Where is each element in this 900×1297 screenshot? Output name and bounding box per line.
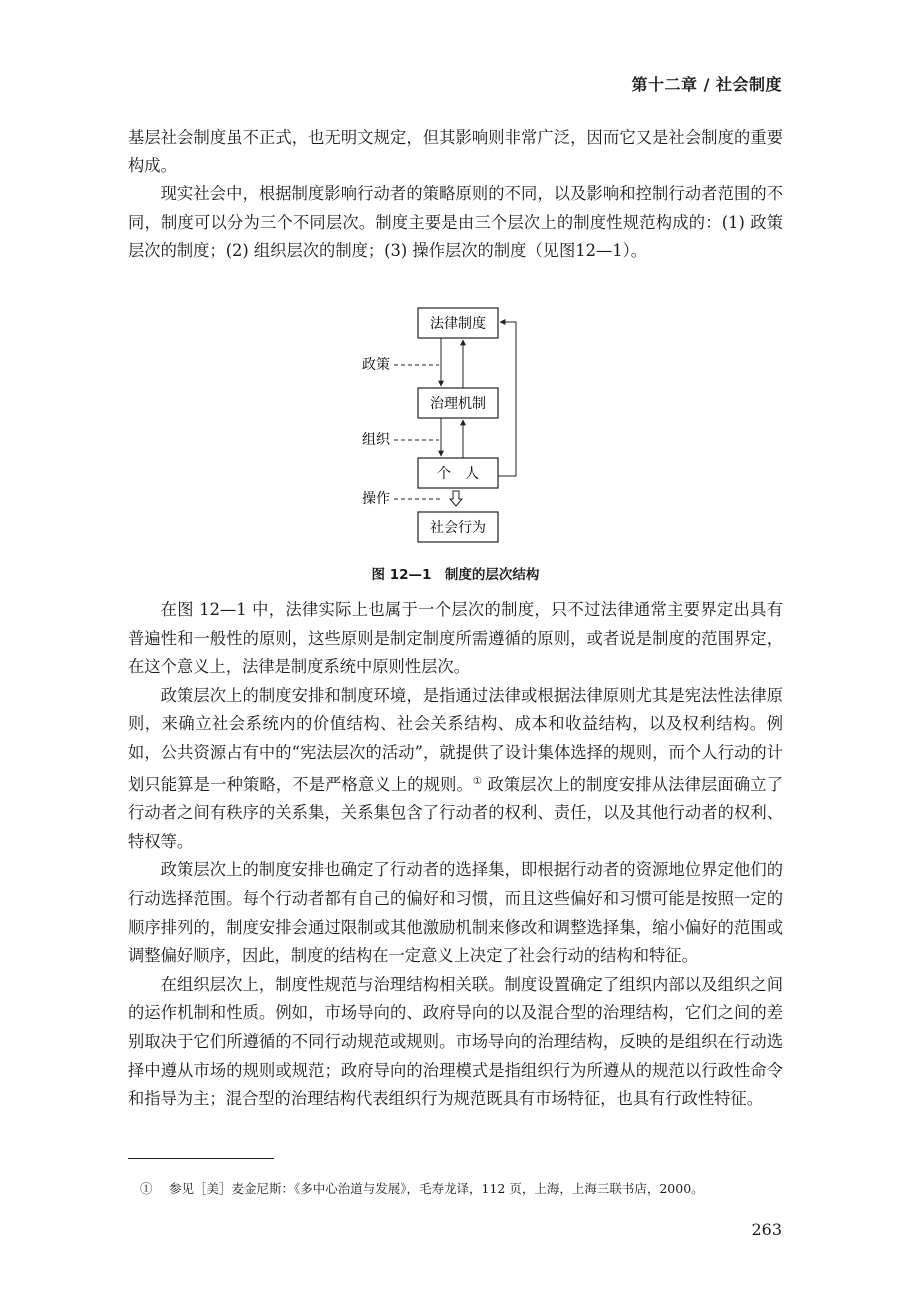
footnote-marker[interactable]: ① (472, 775, 483, 787)
figure-institution-hierarchy (300, 300, 600, 550)
box-action-label: 社会行为 (430, 520, 486, 536)
hierarchy-diagram (300, 300, 600, 550)
footnote (140, 1180, 780, 1198)
footnote-divider (128, 1158, 274, 1159)
paragraph-text: 政策层次上的制度安排从法律层面确立了行动者之间有秩序的关系集，关系集包含了行动者的权利、责任，以及其他行动者的权利、特权等。 (128, 774, 783, 851)
footnote-number: ① (140, 1181, 153, 1196)
arrow-individual-to-law-loop (498, 322, 516, 476)
box-law-label: 法律制度 (430, 316, 486, 332)
box-governance-label: 治理机制 (430, 396, 486, 412)
paragraph: 在图 12—1 中，法律实际上也属于一个层次的制度，只不过法律通常主要界定出具有普遍性和一般性的原则，这些原则是制定制度所需遵循的原则，或者说是制度的范围界定，在这个意义上，法律是制度系统中原则性层次。 (128, 600, 783, 677)
body-text-bottom (128, 596, 783, 1114)
level-label-organization: 组织 (362, 432, 390, 448)
page-number: 263 (751, 1220, 782, 1239)
level-label-policy: 政策 (362, 357, 390, 373)
level-label-operation: 操作 (362, 491, 390, 507)
hollow-arrow-individual-to-action (450, 491, 462, 506)
box-individual-label: 个 人 (437, 466, 479, 482)
paragraph: 现实社会中，根据制度影响行动者的策略原则的不同，以及影响和控制行动者范围的不同，制度可以分为三个不同层次。制度主要是由三个层次上的制度性规范构成的：(1) 政策层次的制度；(2) 组织层次的制度；(3) 操作层次的制度（见图12—1）。 (128, 184, 783, 260)
paragraph: 政策层次上的制度安排也确定了行动者的选择集，即根据行动者的资源地位界定他们的行动选择范围。每个行动者都有自己的偏好和习惯，而且这些偏好和习惯可能是按照一定的顺序排列的，制度安排会通过限制或其他激励机制来修改和调整选择集，缩小偏好的范围或调整偏好顺序，因此，制度的结构在一定意义上决定了社会行动的结构和特征。 (128, 860, 783, 966)
paragraph-text: 政策层次上的制度安排和制度环境，是指通过法律或根据法律原则尤其是宪法性法律原则，来确立社会系统内的价值结构、社会关系结构、成本和收益结构，以及权利结构。例如，公共资源占有中的“宪法层次的活动”，就提供了设计集体选择的规则，而个人行动的计划只能算是一种策略，不是严格意义上的规则。 (128, 685, 783, 794)
figure-caption: 图 12—1 制度的层次结构 (371, 567, 540, 583)
paragraph: 基层社会制度虽不正式，也无明文规定，但其影响则非常广泛，因而它又是社会制度的重要构成。 (128, 128, 783, 176)
footnote-text: 参见［美］麦金尼斯：《多中心治道与发展》，毛寿龙译，112 页，上海，上海三联书店，2000。 (169, 1181, 704, 1196)
body-text-top (128, 124, 783, 265)
paragraph (128, 682, 783, 857)
paragraph: 在组织层次上，制度性规范与治理结构相关联。制度设置确定了组织内部以及组织之间的运作机制和性质。例如，市场导向的、政府导向的以及混合型的治理结构，它们之间的差别取决于它们所遵循的不同行动规范或规则。市场导向的治理结构，反映的是组织在行动选择中遵从市场的规则或规范；政府导向的治理模式是指组织行为所遵从的规范以行政性命令和指导为主；混合型的治理结构代表组织行为规范既具有市场特征，也具有行政性特征。 (128, 974, 783, 1109)
running-header: 第十二章 / 社会制度 (631, 75, 782, 94)
